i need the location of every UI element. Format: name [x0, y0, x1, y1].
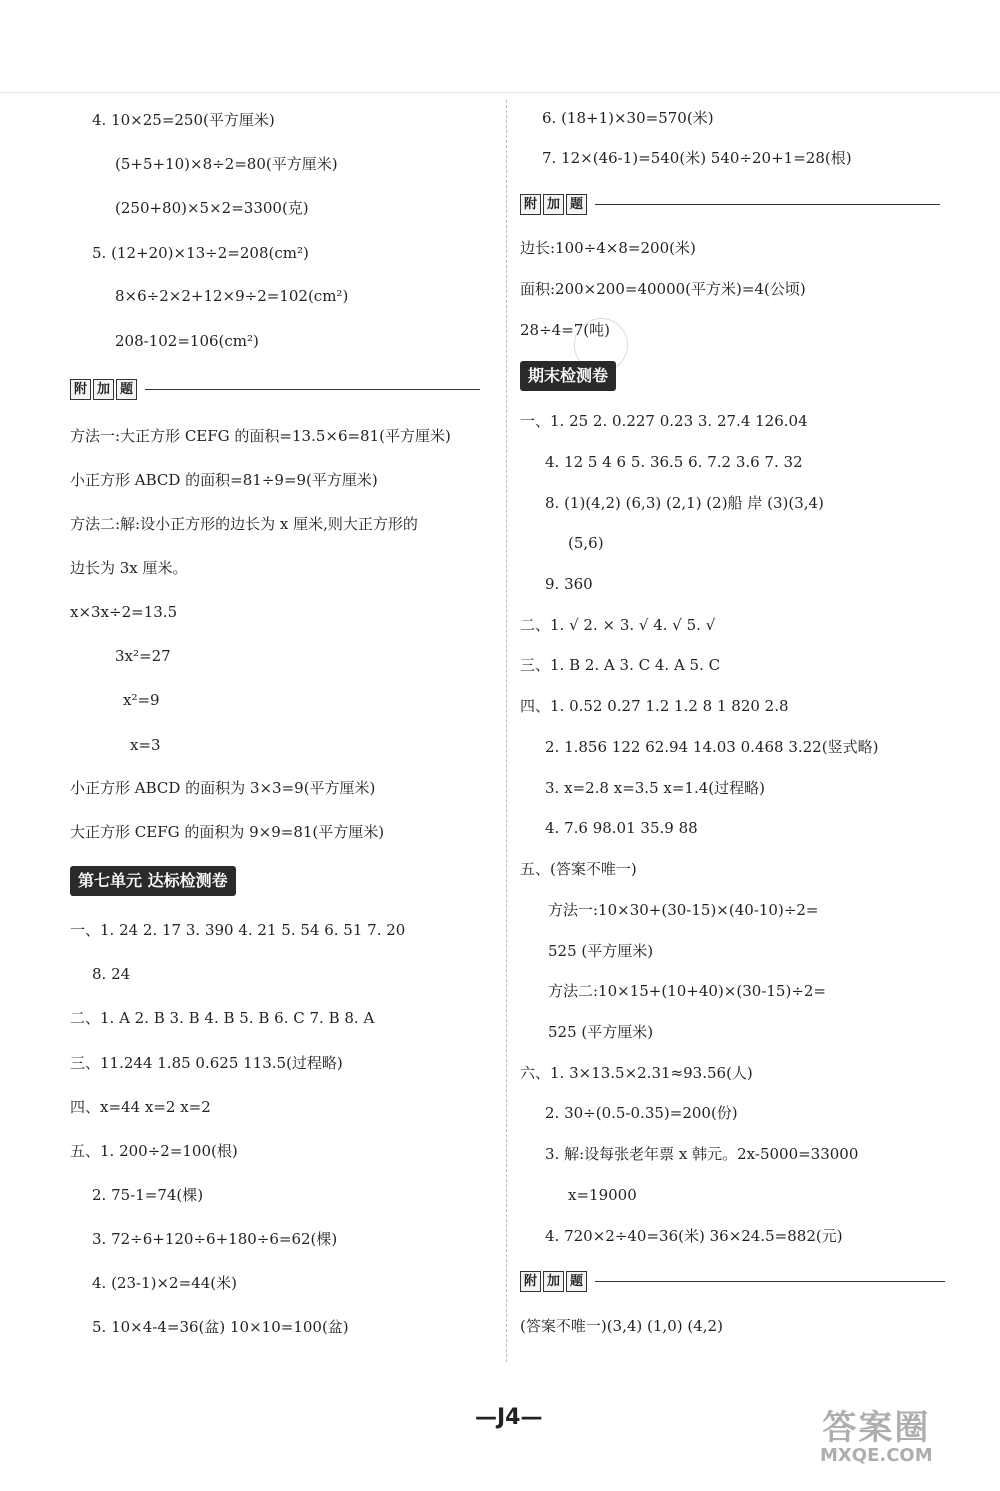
answer-line: 方法一:10×30+(30-15)×(40-10)÷2= [548, 901, 819, 919]
answer-line: x×3x÷2=13.5 [70, 603, 178, 621]
answer-line: 3. 解:设每张老年票 x 韩元。2x-5000=33000 [545, 1145, 859, 1163]
bonus-rule [145, 389, 480, 390]
bonus-rule [595, 204, 940, 205]
answer-line: 5. 10×4-4=36(盆) 10×10=100(盆) [92, 1318, 349, 1336]
answer-line: 五、1. 200÷2=100(根) [70, 1142, 238, 1160]
answer-line: 8×6÷2×2+12×9÷2=102(cm²) [115, 287, 349, 305]
bonus-char: 题 [116, 379, 137, 400]
answer-line: 525 (平方厘米) [548, 942, 654, 960]
bonus-char: 加 [93, 379, 114, 400]
answer-line: 3x²=27 [115, 647, 171, 665]
answer-line: 9. 360 [545, 575, 593, 593]
answer-line: x=19000 [568, 1186, 637, 1204]
bonus-char: 题 [566, 1271, 587, 1292]
top-rule [0, 92, 1000, 93]
answer-line: 五、(答案不唯一) [520, 860, 637, 878]
answer-line: 一、1. 25 2. 0.227 0.23 3. 27.4 126.04 [520, 412, 808, 430]
answer-line: 面积:200×200=40000(平方米)=4(公顷) [520, 280, 806, 298]
bonus-char: 加 [543, 194, 564, 215]
section-heading: 期末检测卷 [520, 361, 616, 391]
answer-line: 方法二:解:设小正方形的边长为 x 厘米,则大正方形的 [70, 515, 418, 533]
answer-line: (250+80)×5×2=3300(克) [115, 199, 309, 217]
answer-line: x²=9 [123, 691, 160, 709]
answer-line: 一、1. 24 2. 17 3. 390 4. 21 5. 54 6. 51 7. 20 [70, 921, 406, 939]
answer-line: x=3 [130, 736, 161, 754]
answer-line: 3. 72÷6+120÷6+180÷6=62(棵) [92, 1230, 338, 1248]
section-heading: 第七单元 达标检测卷 [70, 866, 236, 896]
answer-line: 7. 12×(46-1)=540(米) 540÷20+1=28(根) [542, 149, 852, 167]
answer-line: 方法一:大正方形 CEFG 的面积=13.5×6=81(平方厘米) [70, 427, 451, 445]
bonus-heading [70, 379, 480, 400]
site-watermark [820, 1400, 933, 1466]
watermark-logo: 答案圈 [822, 1408, 931, 1448]
answer-line: 6. (18+1)×30=570(米) [542, 109, 714, 127]
answer-line: 2. 1.856 122 62.94 14.03 0.468 3.22(竖式略) [545, 738, 879, 756]
answer-line: 4. 720×2÷40=36(米) 36×24.5=882(元) [545, 1227, 843, 1245]
answer-line: 2. 75-1=74(棵) [92, 1186, 204, 1204]
answer-line: 边长为 3x 厘米。 [70, 559, 188, 577]
answer-line: 8. 24 [92, 965, 131, 983]
answer-line: 525 (平方厘米) [548, 1023, 654, 1041]
bonus-char: 附 [70, 379, 91, 400]
answer-line: 三、1. B 2. A 3. C 4. A 5. C [520, 656, 721, 674]
bonus-char: 附 [520, 194, 541, 215]
bonus-char: 附 [520, 1271, 541, 1292]
bonus-char: 加 [543, 1271, 564, 1292]
answer-line: 小正方形 ABCD 的面积为 3×3=9(平方厘米) [70, 779, 376, 797]
bonus-rule [595, 1281, 945, 1282]
column-divider [506, 100, 507, 1362]
answer-line: 方法二:10×15+(10+40)×(30-15)÷2= [548, 982, 827, 1000]
bonus-heading [520, 194, 940, 215]
answer-line: 四、x=44 x=2 x=2 [70, 1098, 211, 1116]
bonus-char: 题 [566, 194, 587, 215]
answer-line: 六、1. 3×13.5×2.31≈93.56(人) [520, 1064, 753, 1082]
answer-line: 28÷4=7(吨) [520, 321, 611, 339]
bonus-heading [520, 1271, 945, 1292]
answer-line: 3. x=2.8 x=3.5 x=1.4(过程略) [545, 779, 765, 797]
page-number: —J4— [475, 1405, 543, 1430]
answer-line: 四、1. 0.52 0.27 1.2 1.2 8 1 820 2.8 [520, 697, 789, 715]
answer-line: (答案不唯一)(3,4) (1,0) (4,2) [520, 1317, 723, 1335]
answer-line: 2. 30÷(0.5-0.35)=200(份) [545, 1104, 738, 1122]
answer-line: 208-102=106(cm²) [115, 332, 259, 350]
answer-line: 4. 12 5 4 6 5. 36.5 6. 7.2 3.6 7. 32 [545, 453, 803, 471]
answer-line: 4. 7.6 98.01 35.9 88 [545, 819, 698, 837]
answer-line: (5+5+10)×8÷2=80(平方厘米) [115, 155, 338, 173]
answer-line: 小正方形 ABCD 的面积=81÷9=9(平方厘米) [70, 471, 378, 489]
answer-line: 二、1. √ 2. × 3. √ 4. √ 5. √ [520, 616, 716, 634]
answer-line: 边长:100÷4×8=200(米) [520, 239, 696, 257]
answer-line: 8. (1)(4,2) (6,3) (2,1) (2)船 岸 (3)(3,4) [545, 494, 824, 512]
answer-line: 5. (12+20)×13÷2=208(cm²) [92, 244, 309, 262]
answer-line: 大正方形 CEFG 的面积为 9×9=81(平方厘米) [70, 823, 385, 841]
answer-line: (5,6) [568, 534, 604, 552]
answer-line: 二、1. A 2. B 3. B 4. B 5. B 6. C 7. B 8. A [70, 1009, 375, 1027]
answer-line: 4. 10×25=250(平方厘米) [92, 111, 275, 129]
answer-line: 三、11.244 1.85 0.625 113.5(过程略) [70, 1054, 343, 1072]
answer-line: 4. (23-1)×2=44(米) [92, 1274, 237, 1292]
watermark-url: MXQE.COM [820, 1445, 933, 1466]
